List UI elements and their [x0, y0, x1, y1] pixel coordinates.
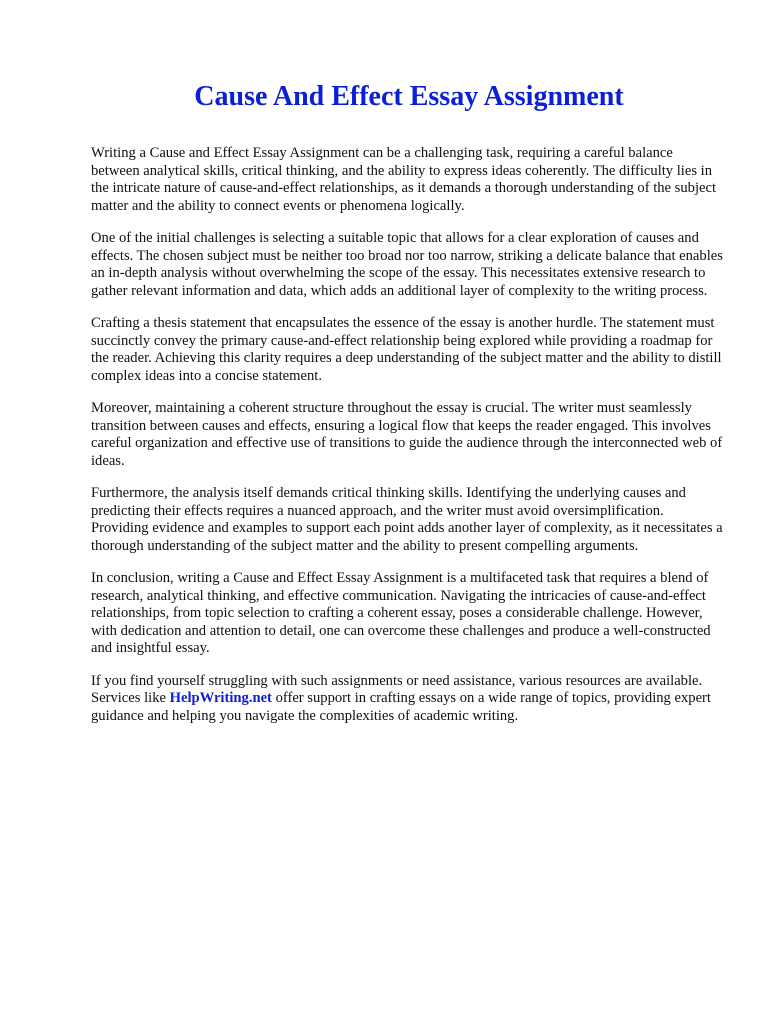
paragraph-thesis: Crafting a thesis statement that encapsulates the essence of the essay is another hurdle. The statement must succinctly convey the primary cause-and-effect relationship being explored while providing a roadmap for the reader. Achieving this clarity requires a deep understanding of the subject matter and the ability to distill complex ideas into a concise statement.: [91, 315, 722, 384]
paragraph-intro: Writing a Cause and Effect Essay Assignment can be a challenging task, requiring a careful balance between analytical skills, critical thinking, and the ability to express ideas coherently. The difficulty lies in the intricate nature of cause-and-effect relationships, as it demands a thorough understanding of the subject matter and the ability to connect events or phenomena logically.: [91, 145, 717, 214]
paragraph-analysis: Furthermore, the analysis itself demands critical thinking skills. Identifying the underlying causes and predicting their effects requires a nuanced approach, and the writer must avoid oversimplification. Providing evidence and examples to support each point adds another layer of complexity, as it necessitates a thorough understanding of the subject matter and the ability to present compelling arguments.: [91, 485, 723, 554]
page-title: Cause And Effect Essay Assignment: [194, 81, 624, 112]
paragraph-conclusion: In conclusion, writing a Cause and Effect Essay Assignment is a multifaceted task that requires a blend of research, analytical thinking, and effective communication. Navigating the intricacies of cause-and-effect relationships, from topic selection to crafting a coherent essay, poses a considerable challenge. However, with dedication and attention to detail, one can overcome these challenges and produce a well-constructed and insightful essay.: [91, 570, 711, 656]
paragraph-resources: [91, 673, 723, 726]
helpwriting-link[interactable]: HelpWriting.net: [169, 690, 272, 706]
resources-text-before-link: If you find yourself struggling with such assignments or need assistance, various resources are available. Services like: [91, 672, 703, 706]
resources-text-after-link: offer support in crafting essays on a wide range of topics, providing expert guidance and helping you navigate the complexities of academic writing.: [91, 690, 711, 724]
paragraph-structure: Moreover, maintaining a coherent structure throughout the essay is crucial. The writer must seamlessly transition between causes and effects, ensuring a logical flow that keeps the reader engaged. This involves careful organization and effective use of transitions to guide the audience through the interconnected web of ideas.: [91, 400, 723, 469]
document-body: [91, 145, 723, 740]
paragraph-topic-selection: One of the initial challenges is selecting a suitable topic that allows for a clear exploration of causes and effects. The chosen subject must be neither too broad nor too narrow, striking a delicate balance that enables an in-depth analysis without overwhelming the scope of the essay. This necessitates extensive research to gather relevant information and data, which adds an additional layer of complexity to the writing process.: [91, 230, 723, 299]
